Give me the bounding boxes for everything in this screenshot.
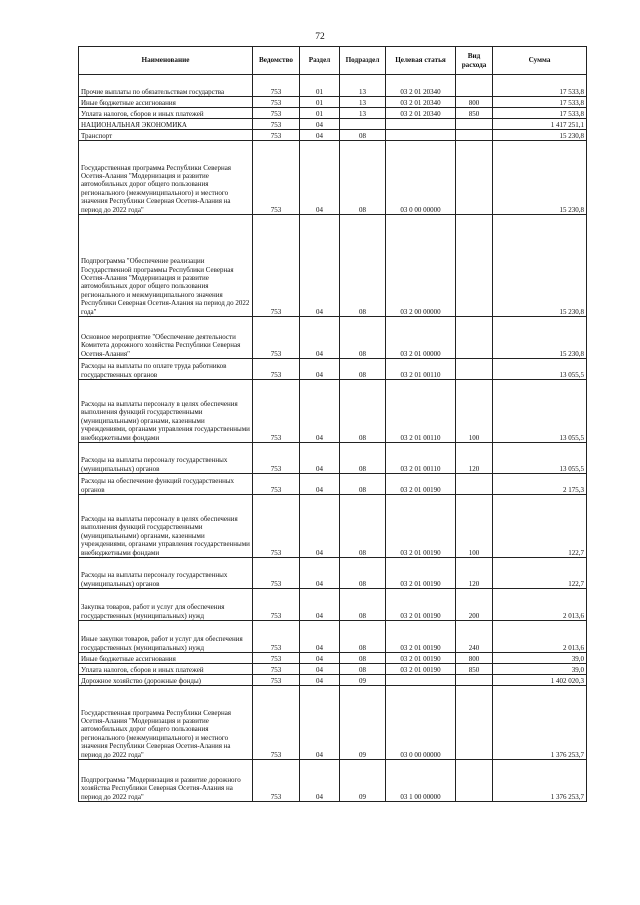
row-amount: 15 230,8 bbox=[493, 141, 587, 215]
row-name: Расходы на выплаты персоналу государственных (муниципальных) органов bbox=[79, 558, 253, 589]
row-expense-type bbox=[456, 119, 493, 130]
row-name: Расходы на выплаты персоналу в целях обеспечения выполнения функций государственными (муниципальными) органами, казенными учреждениями, органами управления государственными внебюджетными фондами bbox=[79, 380, 253, 443]
row-expense-type: 800 bbox=[456, 653, 493, 664]
row-amount: 17 533,8 bbox=[493, 75, 587, 97]
table-row bbox=[79, 119, 587, 130]
row-name: Расходы на выплаты персоналу в целях обеспечения выполнения функций государственными (муниципальными) органами, казенными учреждениями, органами управления государственными внебюджетными фондами bbox=[79, 495, 253, 558]
row-section: 04 bbox=[300, 653, 340, 664]
row-target-article: 03 2 01 00110 bbox=[386, 380, 456, 443]
row-section: 04 bbox=[300, 359, 340, 380]
row-amount: 13 055,5 bbox=[493, 380, 587, 443]
col-header-subsection: Подраздел bbox=[340, 47, 386, 75]
row-subsection: 08 bbox=[340, 589, 386, 621]
row-amount: 1 417 251,1 bbox=[493, 119, 587, 130]
row-name: Уплата налогов, сборов и иных платежей bbox=[79, 664, 253, 675]
row-target-article: 03 2 01 00190 bbox=[386, 653, 456, 664]
row-department: 753 bbox=[253, 443, 300, 474]
row-target-article: 03 2 01 00110 bbox=[386, 359, 456, 380]
row-section: 04 bbox=[300, 317, 340, 359]
table-row bbox=[79, 359, 587, 380]
table-row bbox=[79, 664, 587, 675]
col-header-department: Ведомство bbox=[253, 47, 300, 75]
row-section: 04 bbox=[300, 760, 340, 802]
row-amount: 122,7 bbox=[493, 495, 587, 558]
table-row bbox=[79, 760, 587, 802]
table-row bbox=[79, 380, 587, 443]
row-expense-type bbox=[456, 675, 493, 686]
table-row bbox=[79, 686, 587, 760]
table-row bbox=[79, 97, 587, 108]
row-subsection: 13 bbox=[340, 97, 386, 108]
col-header-section: Раздел bbox=[300, 47, 340, 75]
row-expense-type bbox=[456, 215, 493, 317]
row-subsection: 08 bbox=[340, 359, 386, 380]
row-name: Государственная программа Республики Северная Осетия-Алания "Модернизация и развитие автомобильных дорог общего пользования регионального (межмуниципального) и местного значения Республики Северная Осетия-Алания на период до 2022 года" bbox=[79, 686, 253, 760]
row-expense-type: 850 bbox=[456, 108, 493, 119]
row-section: 04 bbox=[300, 495, 340, 558]
table-row bbox=[79, 558, 587, 589]
row-department: 753 bbox=[253, 108, 300, 119]
row-target-article: 03 2 01 00190 bbox=[386, 664, 456, 675]
row-department: 753 bbox=[253, 558, 300, 589]
row-section: 04 bbox=[300, 675, 340, 686]
row-name: Государственная программа Республики Северная Осетия-Алания "Модернизация и развитие автомобильных дорог общего пользования регионального (межмуниципального) и местного значения Республики Северная Осетия-Алания на период до 2022 года" bbox=[79, 141, 253, 215]
row-name: Иные бюджетные ассигнования bbox=[79, 97, 253, 108]
row-amount: 39,0 bbox=[493, 664, 587, 675]
row-amount: 17 533,8 bbox=[493, 108, 587, 119]
row-target-article: 03 0 00 00000 bbox=[386, 686, 456, 760]
table-row bbox=[79, 215, 587, 317]
row-amount: 17 533,8 bbox=[493, 97, 587, 108]
table-body bbox=[79, 75, 587, 802]
row-target-article bbox=[386, 675, 456, 686]
row-name: Уплата налогов, сборов и иных платежей bbox=[79, 108, 253, 119]
row-section: 04 bbox=[300, 621, 340, 653]
budget-table bbox=[78, 46, 587, 802]
row-amount: 1 376 253,7 bbox=[493, 760, 587, 802]
row-section: 04 bbox=[300, 664, 340, 675]
row-section: 04 bbox=[300, 443, 340, 474]
row-section: 04 bbox=[300, 589, 340, 621]
row-department: 753 bbox=[253, 359, 300, 380]
row-target-article: 03 2 00 00000 bbox=[386, 215, 456, 317]
row-subsection: 09 bbox=[340, 760, 386, 802]
row-target-article: 03 2 01 20340 bbox=[386, 97, 456, 108]
row-target-article: 03 0 00 00000 bbox=[386, 141, 456, 215]
table-row bbox=[79, 108, 587, 119]
row-name: Транспорт bbox=[79, 130, 253, 141]
row-subsection: 09 bbox=[340, 675, 386, 686]
row-name: Расходы на выплаты персоналу государственных (муниципальных) органов bbox=[79, 443, 253, 474]
row-department: 753 bbox=[253, 653, 300, 664]
row-section: 04 bbox=[300, 215, 340, 317]
row-expense-type bbox=[456, 130, 493, 141]
row-subsection: 08 bbox=[340, 621, 386, 653]
row-expense-type bbox=[456, 686, 493, 760]
row-section: 04 bbox=[300, 130, 340, 141]
row-section: 04 bbox=[300, 141, 340, 215]
col-header-target-article: Целевая статья bbox=[386, 47, 456, 75]
row-subsection: 08 bbox=[340, 474, 386, 495]
row-name: Основное мероприятие "Обеспечение деятельности Комитета дорожного хозяйства Республики Северная Осетия-Алания" bbox=[79, 317, 253, 359]
row-amount: 15 230,8 bbox=[493, 215, 587, 317]
row-expense-type: 200 bbox=[456, 589, 493, 621]
row-target-article: 03 2 01 00190 bbox=[386, 558, 456, 589]
row-expense-type: 120 bbox=[456, 558, 493, 589]
row-target-article bbox=[386, 130, 456, 141]
row-section: 01 bbox=[300, 75, 340, 97]
row-department: 753 bbox=[253, 141, 300, 215]
row-department: 753 bbox=[253, 75, 300, 97]
row-name: Подпрограмма "Модернизация и развитие дорожного хозяйства Республики Северная Осетия-Алания на период до 2022 года" bbox=[79, 760, 253, 802]
row-department: 753 bbox=[253, 675, 300, 686]
row-target-article: 03 2 01 00190 bbox=[386, 495, 456, 558]
row-name: Подпрограмма "Обеспечение реализации Государственной программы Республики Северная Осетия-Алания "Модернизация и развитие автомобильных дорог общего пользования регионального и межмуниципального значения Республики Северная Осетия-Алания на период до 2022 года" bbox=[79, 215, 253, 317]
row-department: 753 bbox=[253, 495, 300, 558]
row-expense-type bbox=[456, 760, 493, 802]
row-target-article: 03 2 01 20340 bbox=[386, 75, 456, 97]
row-section: 01 bbox=[300, 97, 340, 108]
row-subsection: 08 bbox=[340, 141, 386, 215]
row-amount: 2 013,6 bbox=[493, 589, 587, 621]
row-name: Иные закупки товаров, работ и услуг для обеспечения государственных (муниципальных) нужд bbox=[79, 621, 253, 653]
row-subsection: 13 bbox=[340, 75, 386, 97]
table-row bbox=[79, 141, 587, 215]
row-subsection: 08 bbox=[340, 215, 386, 317]
table-row bbox=[79, 317, 587, 359]
row-name: Закупка товаров, работ и услуг для обеспечения государственных (муниципальных) нужд bbox=[79, 589, 253, 621]
row-target-article: 03 2 01 00110 bbox=[386, 443, 456, 474]
row-amount: 39,0 bbox=[493, 653, 587, 664]
row-expense-type bbox=[456, 141, 493, 215]
table-row bbox=[79, 675, 587, 686]
row-section: 01 bbox=[300, 108, 340, 119]
row-expense-type: 100 bbox=[456, 380, 493, 443]
row-target-article: 03 2 01 00190 bbox=[386, 621, 456, 653]
row-subsection: 08 bbox=[340, 317, 386, 359]
row-subsection: 09 bbox=[340, 686, 386, 760]
row-subsection: 08 bbox=[340, 664, 386, 675]
row-section: 04 bbox=[300, 474, 340, 495]
col-header-amount: Сумма bbox=[493, 47, 587, 75]
table-row bbox=[79, 621, 587, 653]
row-amount: 15 230,8 bbox=[493, 130, 587, 141]
row-department: 753 bbox=[253, 380, 300, 443]
col-header-name: Наименование bbox=[79, 47, 253, 75]
row-department: 753 bbox=[253, 97, 300, 108]
row-expense-type: 850 bbox=[456, 664, 493, 675]
table-header bbox=[79, 47, 587, 75]
col-header-expense-type: Вид расхода bbox=[456, 47, 493, 75]
row-target-article bbox=[386, 119, 456, 130]
row-expense-type: 240 bbox=[456, 621, 493, 653]
table-row bbox=[79, 653, 587, 664]
table-row bbox=[79, 130, 587, 141]
table-row bbox=[79, 589, 587, 621]
row-department: 753 bbox=[253, 317, 300, 359]
row-department: 753 bbox=[253, 589, 300, 621]
row-department: 753 bbox=[253, 686, 300, 760]
row-expense-type bbox=[456, 75, 493, 97]
row-subsection: 08 bbox=[340, 130, 386, 141]
row-amount: 13 055,5 bbox=[493, 359, 587, 380]
row-target-article: 03 2 01 00190 bbox=[386, 589, 456, 621]
row-expense-type: 800 bbox=[456, 97, 493, 108]
row-name: НАЦИОНАЛЬНАЯ ЭКОНОМИКА bbox=[79, 119, 253, 130]
row-department: 753 bbox=[253, 119, 300, 130]
row-subsection: 13 bbox=[340, 108, 386, 119]
row-section: 04 bbox=[300, 380, 340, 443]
row-name: Расходы на выплаты по оплате труда работников государственных органов bbox=[79, 359, 253, 380]
row-department: 753 bbox=[253, 474, 300, 495]
table-row bbox=[79, 75, 587, 97]
row-subsection: 08 bbox=[340, 653, 386, 664]
row-name: Дорожное хозяйство (дорожные фонды) bbox=[79, 675, 253, 686]
row-name: Прочие выплаты по обязательствам государства bbox=[79, 75, 253, 97]
row-subsection: 08 bbox=[340, 495, 386, 558]
row-amount: 15 230,8 bbox=[493, 317, 587, 359]
row-amount: 2 013,6 bbox=[493, 621, 587, 653]
row-amount: 122,7 bbox=[493, 558, 587, 589]
table-row bbox=[79, 495, 587, 558]
row-subsection: 08 bbox=[340, 380, 386, 443]
row-section: 04 bbox=[300, 686, 340, 760]
row-section: 04 bbox=[300, 119, 340, 130]
row-expense-type bbox=[456, 359, 493, 380]
page-number: 72 bbox=[315, 32, 325, 42]
row-department: 753 bbox=[253, 130, 300, 141]
row-department: 753 bbox=[253, 664, 300, 675]
row-department: 753 bbox=[253, 215, 300, 317]
row-amount: 1 376 253,7 bbox=[493, 686, 587, 760]
table-row bbox=[79, 443, 587, 474]
row-expense-type bbox=[456, 474, 493, 495]
row-name: Иные бюджетные ассигнования bbox=[79, 653, 253, 664]
row-expense-type: 120 bbox=[456, 443, 493, 474]
row-subsection: 08 bbox=[340, 443, 386, 474]
row-expense-type: 100 bbox=[456, 495, 493, 558]
row-target-article: 03 2 01 20340 bbox=[386, 108, 456, 119]
row-department: 753 bbox=[253, 621, 300, 653]
table-row bbox=[79, 474, 587, 495]
row-target-article: 03 2 01 00190 bbox=[386, 474, 456, 495]
row-name: Расходы на обеспечение функций государственных органов bbox=[79, 474, 253, 495]
row-section: 04 bbox=[300, 558, 340, 589]
row-expense-type bbox=[456, 317, 493, 359]
row-subsection bbox=[340, 119, 386, 130]
row-amount: 13 055,5 bbox=[493, 443, 587, 474]
row-subsection: 08 bbox=[340, 558, 386, 589]
row-target-article: 03 1 00 00000 bbox=[386, 760, 456, 802]
row-department: 753 bbox=[253, 760, 300, 802]
row-amount: 2 175,3 bbox=[493, 474, 587, 495]
row-target-article: 03 2 01 00000 bbox=[386, 317, 456, 359]
row-amount: 1 402 020,3 bbox=[493, 675, 587, 686]
